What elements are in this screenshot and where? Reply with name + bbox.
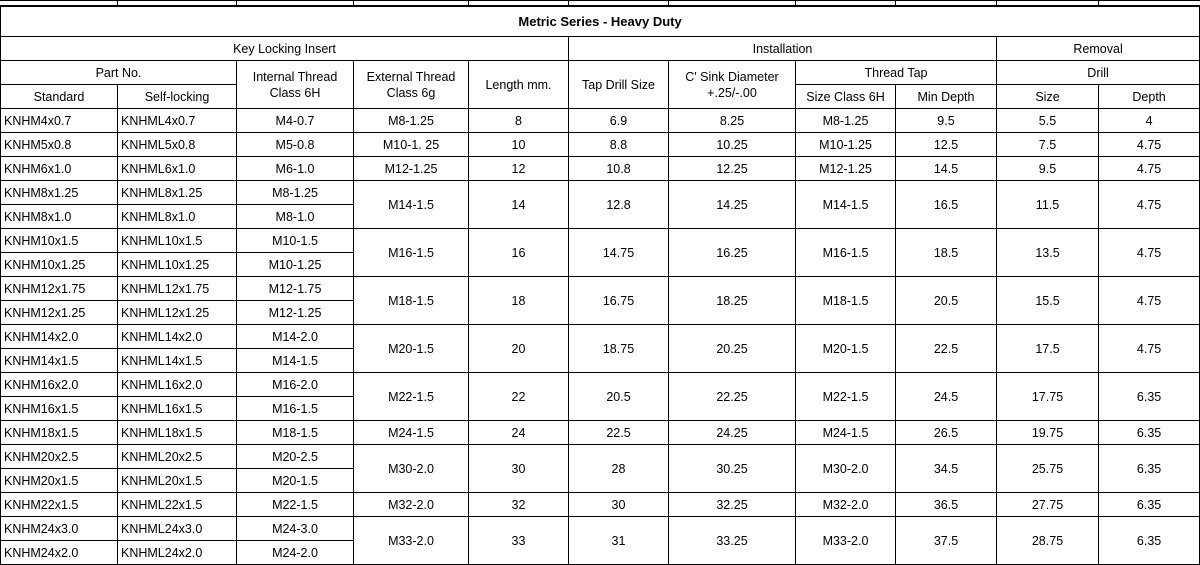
table-body — [1, 109, 1200, 565]
header-internal-thread — [237, 61, 354, 109]
external-thread-cell: M14-1.5 — [354, 181, 469, 229]
table-row — [1, 517, 1200, 541]
csink-diameter-cell: 30.25 — [669, 445, 796, 493]
min-depth-cell: 14.5 — [896, 157, 997, 181]
internal-thread-cell: M20-2.5 — [237, 445, 354, 469]
table-row — [1, 109, 1200, 133]
drill-size-cell: 28.75 — [997, 517, 1099, 565]
self-locking-part-cell: KNHML16x1.5 — [118, 397, 237, 421]
internal-thread-cell: M6-1.0 — [237, 157, 354, 181]
internal-thread-cell: M22-1.5 — [237, 493, 354, 517]
self-locking-part-cell: KNHML18x1.5 — [118, 421, 237, 445]
self-locking-part-cell: KNHML20x2.5 — [118, 445, 237, 469]
tap-drill-cell: 20.5 — [569, 373, 669, 421]
csink-diameter-cell: 22.25 — [669, 373, 796, 421]
drill-size-cell: 19.75 — [997, 421, 1099, 445]
min-depth-cell: 34.5 — [896, 445, 997, 493]
self-locking-part-cell: KNHML20x1.5 — [118, 469, 237, 493]
length-cell: 18 — [469, 277, 569, 325]
drill-depth-cell: 6.35 — [1099, 445, 1200, 493]
internal-thread-cell: M8-1.0 — [237, 205, 354, 229]
drill-size-cell: 7.5 — [997, 133, 1099, 157]
standard-part-cell: KNHM10x1.5 — [1, 229, 118, 253]
drill-depth-cell: 4.75 — [1099, 133, 1200, 157]
min-depth-cell: 18.5 — [896, 229, 997, 277]
length-cell: 32 — [469, 493, 569, 517]
drill-depth-cell: 4.75 — [1099, 325, 1200, 373]
external-thread-cell: M12-1.25 — [354, 157, 469, 181]
drill-depth-cell: 4.75 — [1099, 277, 1200, 325]
header-self-locking: Self-locking — [118, 85, 237, 109]
drill-size-cell: 17.5 — [997, 325, 1099, 373]
tap-drill-cell: 8.8 — [569, 133, 669, 157]
internal-thread-cell: M14-1.5 — [237, 349, 354, 373]
standard-part-cell: KNHM8x1.25 — [1, 181, 118, 205]
self-locking-part-cell: KNHML22x1.5 — [118, 493, 237, 517]
length-cell: 20 — [469, 325, 569, 373]
standard-part-cell: KNHM18x1.5 — [1, 421, 118, 445]
csink-diameter-cell: 14.25 — [669, 181, 796, 229]
drill-size-cell: 9.5 — [997, 157, 1099, 181]
drill-size-cell: 27.75 — [997, 493, 1099, 517]
group-installation: Installation — [569, 37, 997, 61]
standard-part-cell: KNHM8x1.0 — [1, 205, 118, 229]
csink-diameter-cell: 32.25 — [669, 493, 796, 517]
self-locking-part-cell: KNHML4x0.7 — [118, 109, 237, 133]
standard-part-cell: KNHM10x1.25 — [1, 253, 118, 277]
header-thread-tap: Thread Tap — [796, 61, 997, 85]
table-row — [1, 157, 1200, 181]
header-size-class: Size Class 6H — [796, 85, 896, 109]
standard-part-cell: KNHM16x1.5 — [1, 397, 118, 421]
table-title: Metric Series - Heavy Duty — [1, 7, 1200, 37]
drill-depth-cell: 4.75 — [1099, 229, 1200, 277]
min-depth-cell: 37.5 — [896, 517, 997, 565]
tap-drill-cell: 18.75 — [569, 325, 669, 373]
external-thread-cell: M18-1.5 — [354, 277, 469, 325]
thread-tap-size-cell: M22-1.5 — [796, 373, 896, 421]
external-thread-cell: M24-1.5 — [354, 421, 469, 445]
tap-drill-cell: 31 — [569, 517, 669, 565]
min-depth-cell: 9.5 — [896, 109, 997, 133]
table-row — [1, 421, 1200, 445]
header-standard: Standard — [1, 85, 118, 109]
header-drill-size: Size — [997, 85, 1099, 109]
thread-tap-size-cell: M14-1.5 — [796, 181, 896, 229]
tap-drill-cell: 28 — [569, 445, 669, 493]
header-length: Length mm. — [469, 61, 569, 109]
min-depth-cell: 16.5 — [896, 181, 997, 229]
table-row — [1, 229, 1200, 253]
table-row — [1, 445, 1200, 469]
header-external-thread — [354, 61, 469, 109]
header-csink-line2: +.25/-.00 — [707, 85, 757, 100]
external-thread-cell: M20-1.5 — [354, 325, 469, 373]
min-depth-cell: 26.5 — [896, 421, 997, 445]
header-min-depth: Min Depth — [896, 85, 997, 109]
self-locking-part-cell: KNHML16x2.0 — [118, 373, 237, 397]
length-cell: 14 — [469, 181, 569, 229]
internal-thread-cell: M20-1.5 — [237, 469, 354, 493]
standard-part-cell: KNHM16x2.0 — [1, 373, 118, 397]
standard-part-cell: KNHM5x0.8 — [1, 133, 118, 157]
header-tap-drill-size: Tap Drill Size — [569, 61, 669, 109]
standard-part-cell: KNHM12x1.25 — [1, 301, 118, 325]
csink-diameter-cell: 24.25 — [669, 421, 796, 445]
internal-thread-cell: M16-2.0 — [237, 373, 354, 397]
internal-thread-cell: M18-1.5 — [237, 421, 354, 445]
min-depth-cell: 22.5 — [896, 325, 997, 373]
table-row — [1, 277, 1200, 301]
header-internal-thread-line2: Class 6H — [269, 85, 321, 100]
standard-part-cell: KNHM4x0.7 — [1, 109, 118, 133]
internal-thread-cell: M10-1.5 — [237, 229, 354, 253]
internal-thread-cell: M12-1.25 — [237, 301, 354, 325]
self-locking-part-cell: KNHML12x1.25 — [118, 301, 237, 325]
header-external-thread-line2: Class 6g — [386, 85, 436, 100]
length-cell: 24 — [469, 421, 569, 445]
tap-drill-cell: 6.9 — [569, 109, 669, 133]
min-depth-cell: 12.5 — [896, 133, 997, 157]
external-thread-cell: M16-1.5 — [354, 229, 469, 277]
drill-depth-cell: 4.75 — [1099, 157, 1200, 181]
standard-part-cell: KNHM20x2.5 — [1, 445, 118, 469]
tap-drill-cell: 22.5 — [569, 421, 669, 445]
tap-drill-cell: 12.8 — [569, 181, 669, 229]
length-cell: 12 — [469, 157, 569, 181]
self-locking-part-cell: KNHML14x2.0 — [118, 325, 237, 349]
group-removal: Removal — [997, 37, 1200, 61]
csink-diameter-cell: 16.25 — [669, 229, 796, 277]
internal-thread-cell: M5-0.8 — [237, 133, 354, 157]
self-locking-part-cell: KNHML8x1.0 — [118, 205, 237, 229]
csink-diameter-cell: 12.25 — [669, 157, 796, 181]
header-drill-depth: Depth — [1099, 85, 1200, 109]
length-cell: 30 — [469, 445, 569, 493]
thread-tap-size-cell: M33-2.0 — [796, 517, 896, 565]
standard-part-cell: KNHM20x1.5 — [1, 469, 118, 493]
internal-thread-cell: M24-3.0 — [237, 517, 354, 541]
standard-part-cell: KNHM14x1.5 — [1, 349, 118, 373]
tap-drill-cell: 14.75 — [569, 229, 669, 277]
thread-tap-size-cell: M30-2.0 — [796, 445, 896, 493]
drill-depth-cell: 4.75 — [1099, 181, 1200, 229]
standard-part-cell: KNHM24x3.0 — [1, 517, 118, 541]
self-locking-part-cell: KNHML10x1.25 — [118, 253, 237, 277]
standard-part-cell: KNHM6x1.0 — [1, 157, 118, 181]
min-depth-cell: 24.5 — [896, 373, 997, 421]
drill-depth-cell: 6.35 — [1099, 421, 1200, 445]
internal-thread-cell: M4-0.7 — [237, 109, 354, 133]
internal-thread-cell: M10-1.25 — [237, 253, 354, 277]
self-locking-part-cell: KNHML24x2.0 — [118, 541, 237, 565]
external-thread-cell: M30-2.0 — [354, 445, 469, 493]
self-locking-part-cell: KNHML10x1.5 — [118, 229, 237, 253]
standard-part-cell: KNHM24x2.0 — [1, 541, 118, 565]
drill-depth-cell: 6.35 — [1099, 517, 1200, 565]
internal-thread-cell: M24-2.0 — [237, 541, 354, 565]
external-thread-cell: M33-2.0 — [354, 517, 469, 565]
tap-drill-cell: 30 — [569, 493, 669, 517]
thread-tap-size-cell: M32-2.0 — [796, 493, 896, 517]
table-row — [1, 325, 1200, 349]
length-cell: 10 — [469, 133, 569, 157]
drill-size-cell: 17.75 — [997, 373, 1099, 421]
external-thread-cell: M10-1. 25 — [354, 133, 469, 157]
group-key-locking-insert: Key Locking Insert — [1, 37, 569, 61]
length-cell: 16 — [469, 229, 569, 277]
header-csink-diameter — [669, 61, 796, 109]
header-part-no: Part No. — [1, 61, 237, 85]
thread-tap-size-cell: M12-1.25 — [796, 157, 896, 181]
header-internal-thread-line1: Internal Thread — [252, 69, 338, 84]
standard-part-cell: KNHM22x1.5 — [1, 493, 118, 517]
table-row — [1, 373, 1200, 397]
drill-size-cell: 15.5 — [997, 277, 1099, 325]
standard-part-cell: KNHM14x2.0 — [1, 325, 118, 349]
thread-tap-size-cell: M8-1.25 — [796, 109, 896, 133]
thread-tap-size-cell: M18-1.5 — [796, 277, 896, 325]
csink-diameter-cell: 10.25 — [669, 133, 796, 157]
drill-size-cell: 5.5 — [997, 109, 1099, 133]
header-drill: Drill — [997, 61, 1200, 85]
tap-drill-cell: 10.8 — [569, 157, 669, 181]
internal-thread-cell: M14-2.0 — [237, 325, 354, 349]
thread-tap-size-cell: M24-1.5 — [796, 421, 896, 445]
length-cell: 8 — [469, 109, 569, 133]
thread-tap-size-cell: M20-1.5 — [796, 325, 896, 373]
csink-diameter-cell: 20.25 — [669, 325, 796, 373]
external-thread-cell: M8-1.25 — [354, 109, 469, 133]
internal-thread-cell: M16-1.5 — [237, 397, 354, 421]
metric-series-table — [0, 6, 1200, 565]
drill-size-cell: 13.5 — [997, 229, 1099, 277]
self-locking-part-cell: KNHML24x3.0 — [118, 517, 237, 541]
thread-tap-size-cell: M10-1.25 — [796, 133, 896, 157]
header-external-thread-line1: External Thread — [366, 69, 456, 84]
internal-thread-cell: M8-1.25 — [237, 181, 354, 205]
table-row — [1, 133, 1200, 157]
external-thread-cell: M22-1.5 — [354, 373, 469, 421]
min-depth-cell: 36.5 — [896, 493, 997, 517]
header-csink-line1: C' Sink Diameter — [685, 69, 779, 84]
drill-depth-cell: 4 — [1099, 109, 1200, 133]
self-locking-part-cell: KNHML5x0.8 — [118, 133, 237, 157]
thread-tap-size-cell: M16-1.5 — [796, 229, 896, 277]
self-locking-part-cell: KNHML6x1.0 — [118, 157, 237, 181]
csink-diameter-cell: 33.25 — [669, 517, 796, 565]
self-locking-part-cell: KNHML12x1.75 — [118, 277, 237, 301]
standard-part-cell: KNHM12x1.75 — [1, 277, 118, 301]
drill-depth-cell: 6.35 — [1099, 493, 1200, 517]
self-locking-part-cell: KNHML8x1.25 — [118, 181, 237, 205]
table-row — [1, 181, 1200, 205]
drill-depth-cell: 6.35 — [1099, 373, 1200, 421]
table-row — [1, 493, 1200, 517]
tap-drill-cell: 16.75 — [569, 277, 669, 325]
csink-diameter-cell: 18.25 — [669, 277, 796, 325]
length-cell: 22 — [469, 373, 569, 421]
self-locking-part-cell: KNHML14x1.5 — [118, 349, 237, 373]
length-cell: 33 — [469, 517, 569, 565]
min-depth-cell: 20.5 — [896, 277, 997, 325]
top-strip — [0, 1, 1200, 6]
csink-diameter-cell: 8.25 — [669, 109, 796, 133]
drill-size-cell: 11.5 — [997, 181, 1099, 229]
internal-thread-cell: M12-1.75 — [237, 277, 354, 301]
drill-size-cell: 25.75 — [997, 445, 1099, 493]
external-thread-cell: M32-2.0 — [354, 493, 469, 517]
